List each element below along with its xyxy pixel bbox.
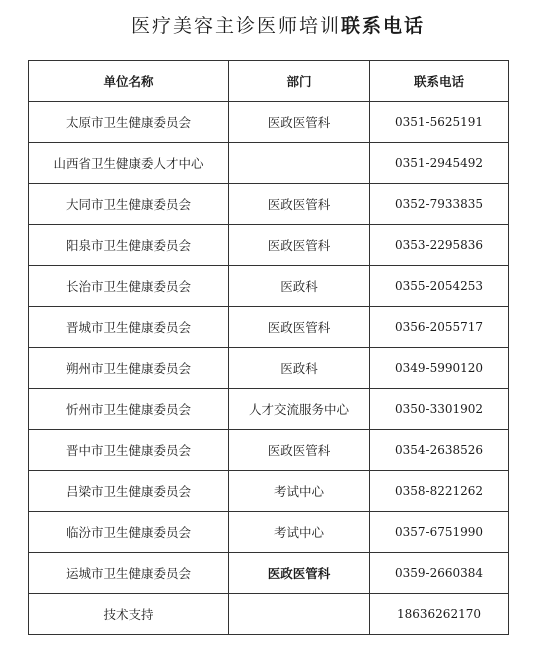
- cell-phone: 0354-2638526: [370, 430, 509, 471]
- table-row: [29, 307, 509, 348]
- cell-unit: 晋城市卫生健康委员会: [29, 307, 229, 348]
- cell-dept: 医政医管科: [229, 102, 370, 143]
- cell-dept: 医政医管科: [229, 225, 370, 266]
- cell-phone: 0357-6751990: [370, 512, 509, 553]
- table-header-row: [29, 61, 509, 102]
- cell-dept: 医政医管科: [229, 430, 370, 471]
- cell-dept: [229, 143, 370, 184]
- page-title: [0, 12, 556, 40]
- cell-phone: 0356-2055717: [370, 307, 509, 348]
- header-phone: 联系电话: [370, 61, 509, 102]
- table-row: [29, 184, 509, 225]
- title-regular: 医疗美容主诊医师培训: [130, 15, 341, 37]
- cell-phone: 0355-2054253: [370, 266, 509, 307]
- cell-unit: 山西省卫生健康委人才中心: [29, 143, 229, 184]
- table-row: [29, 266, 509, 307]
- contact-table: [28, 60, 509, 635]
- cell-phone: 0349-5990120: [370, 348, 509, 389]
- cell-phone: 0351-2945492: [370, 143, 509, 184]
- table-row: [29, 471, 509, 512]
- cell-phone: 0353-2295836: [370, 225, 509, 266]
- table-row: [29, 102, 509, 143]
- cell-dept: 考试中心: [229, 512, 370, 553]
- cell-unit: 太原市卫生健康委员会: [29, 102, 229, 143]
- cell-dept: 人才交流服务中心: [229, 389, 370, 430]
- table-row: [29, 594, 509, 635]
- cell-unit: 朔州市卫生健康委员会: [29, 348, 229, 389]
- table-row: [29, 512, 509, 553]
- header-department: 部门: [229, 61, 370, 102]
- cell-unit: 临汾市卫生健康委员会: [29, 512, 229, 553]
- header-unit-name: 单位名称: [29, 61, 229, 102]
- table-row: [29, 225, 509, 266]
- cell-unit: 晋中市卫生健康委员会: [29, 430, 229, 471]
- table-row: [29, 430, 509, 471]
- cell-dept: 医政科: [229, 266, 370, 307]
- cell-phone: 0359-2660384: [370, 553, 509, 594]
- table-row: [29, 143, 509, 184]
- cell-dept: [229, 594, 370, 635]
- cell-phone: 0352-7933835: [370, 184, 509, 225]
- cell-phone: 18636262170: [370, 594, 509, 635]
- title-bold: 联系电话: [341, 15, 426, 37]
- cell-unit: 吕梁市卫生健康委员会: [29, 471, 229, 512]
- cell-phone: 0351-5625191: [370, 102, 509, 143]
- cell-phone: 0350-3301902: [370, 389, 509, 430]
- cell-unit: 运城市卫生健康委员会: [29, 553, 229, 594]
- cell-unit: 忻州市卫生健康委员会: [29, 389, 229, 430]
- cell-dept: 医政医管科: [229, 307, 370, 348]
- cell-unit: 长治市卫生健康委员会: [29, 266, 229, 307]
- cell-dept: 医政医管科: [229, 184, 370, 225]
- cell-dept: 考试中心: [229, 471, 370, 512]
- cell-dept: 医政医管科: [229, 553, 370, 594]
- table-row: [29, 553, 509, 594]
- cell-phone: 0358-8221262: [370, 471, 509, 512]
- table-row: [29, 389, 509, 430]
- table-row: [29, 348, 509, 389]
- cell-unit: 阳泉市卫生健康委员会: [29, 225, 229, 266]
- cell-unit: 大同市卫生健康委员会: [29, 184, 229, 225]
- cell-dept: 医政科: [229, 348, 370, 389]
- cell-unit: 技术支持: [29, 594, 229, 635]
